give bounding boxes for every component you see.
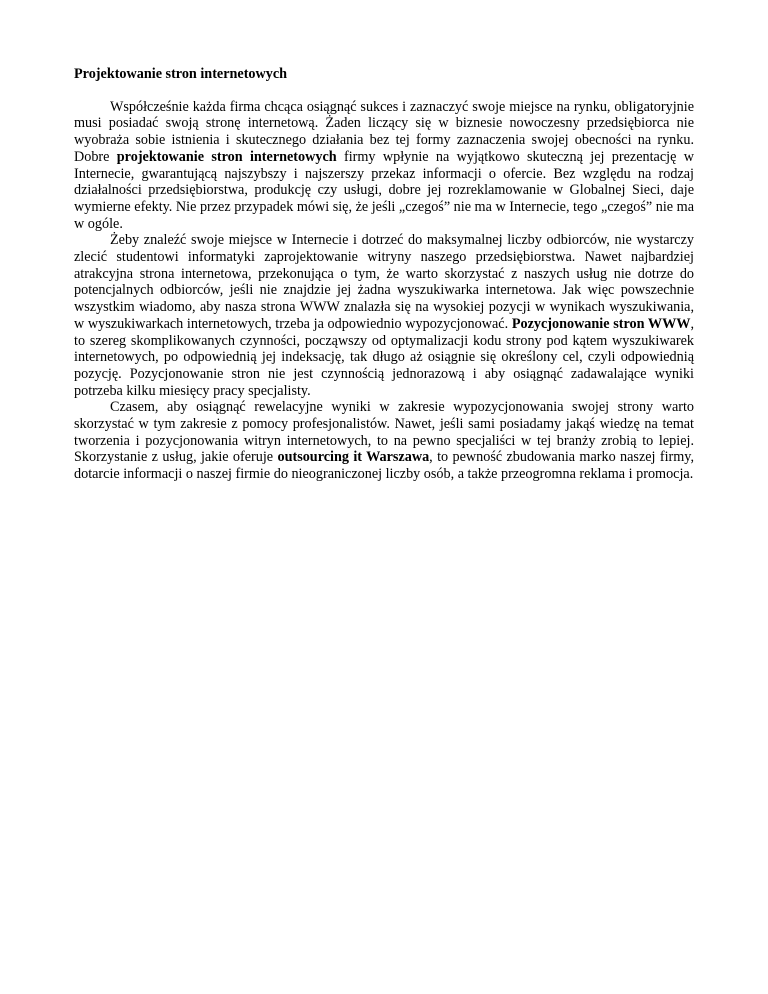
paragraph-1-text-a: Współcześnie każda firma chcąca osiągnąć sukces i zaznaczyć swoje miejsce na rynku, obligatoryjnie musi posiadać swoją stronę internetową. Żaden liczący się w biznesie nowoczesny przedsiębiorca nie wyobraża sobie istnienia i skutecznego działania bez tej formy zaznaczenia swojej obecności na rynku. Dobre: [74, 98, 694, 165]
bold-phrase-pozycjonowanie: Pozycjonowanie stron WWW: [511, 315, 691, 332]
bold-phrase-outsourcing: outsourcing it Warszawa: [277, 449, 430, 466]
paragraph-1-text-c: firmy wpłynie na wyjątkowo skuteczną jej prezentację w Internecie, gwarantującą najszybszy i najszerszy przekaz informacji o ofercie. Bez względu na rodzaj działalności przedsiębiorstwa, produkcję czy usługi, dobre jej rozreklamowanie w Globalnej Sieci, daje wymierne efekty. Nie przez przypadek mówi się, że jeśli „czegoś” nie ma w Internecie, tego „czegoś” nie ma w ogóle.: [74, 148, 694, 232]
paragraph-2-text-a: Żeby znaleźć swoje miejsce w Internecie i dotrzeć do maksymalnej liczby odbiorców, nie wystarczy zlecić studentowi informatyki zaprojektowanie witryny naszego przedsiębiorstwa. Nawet najbardziej atrakcyjna strona internetowa, przekonująca o tym, że warto skorzystać z naszych usług nie dotrze do potencjalnych odbiorców, jeśli nie znajdzie jej żadna wyszukiwarka internetowa. Jak więc powszechnie wszystkim wiadomo, aby nasza strona WWW znalazła się na wysokiej pozycji w wynikach wyszukiwania, w wyszukiwarkach internetowych, trzeba ja odpowiednio wypozycjonować.: [74, 232, 694, 332]
paragraph-2-text-c: , to szereg skomplikowanych czynności, począwszy od optymalizacji kodu strony pod kątem wyszukiwarek internetowych, po odpowiednią jej indeksację, tak długo aż osiągnie się określony cel, czyli odpowiednią pozycję. Pozycjonowanie stron nie jest czynnością jednorazową i aby osiągnąć zadawalające wyniki potrzeba kilku miesięcy pracy specjalisty.: [74, 315, 695, 399]
paragraph-2: [74, 232, 694, 399]
paragraph-1: [74, 99, 694, 233]
document-title: Projektowanie stron internetowych: [74, 66, 288, 82]
paragraph-3: [74, 399, 694, 483]
paragraph-3-text-c: , to pewność zbudowania marko naszej firmy, dotarcie informacji o naszej firmie do nieograniczonej liczby osób, a także przeogromna reklama i promocja.: [74, 449, 695, 483]
paragraph-3-text-a: Czasem, aby osiągnąć rewelacyjne wyniki w zakresie wypozycjonowania swojej strony warto skorzystać w tym zakresie z pomocy profesjonalistów. Nawet, jeśli sami posiadamy jakąś wiedzę na temat tworzenia i pozycjonowania witryn internetowych, to na pewno specjaliści w tej branży zrobią to lepiej. Skorzystanie z usług, jakie oferuje: [74, 399, 694, 466]
document-page: [74, 66, 694, 483]
bold-phrase-projektowanie: projektowanie stron internetowych: [116, 148, 337, 165]
